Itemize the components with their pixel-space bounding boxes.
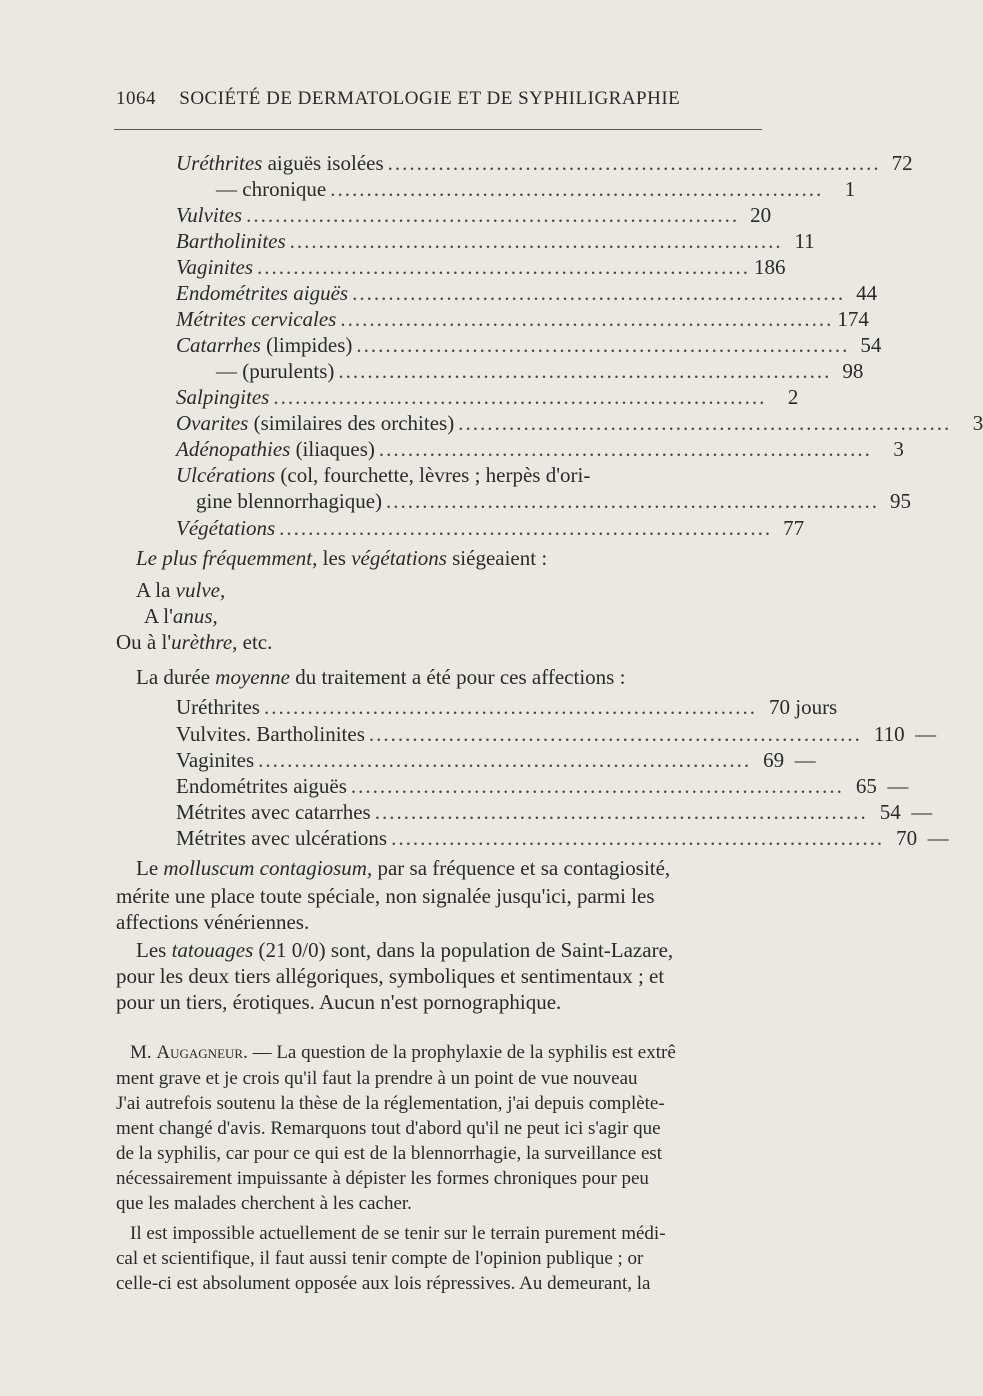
duration-value: 70 — bbox=[896, 826, 949, 850]
tatouages-line-1: Les tatouages (21 0/0) sont, dans la population de Saint-Lazare, bbox=[136, 938, 674, 962]
para2-line-1: Il est impossible actuellement de se tenir sur le terrain purement médi- bbox=[130, 1223, 666, 1244]
duration-value: 54 — bbox=[879, 800, 933, 824]
duration-row bbox=[176, 695, 838, 725]
speaker-name: Augagneur. bbox=[156, 1042, 248, 1063]
duration-row bbox=[176, 826, 949, 856]
case-count: 11 bbox=[794, 229, 815, 253]
dot-leader: .................................................................... bbox=[257, 255, 750, 279]
dot-leader: .................................................................... bbox=[368, 722, 862, 746]
dot-leader: .................................................................... bbox=[273, 385, 767, 409]
para2-line-3: celle-ci est absolument opposée aux lois répressives. Au demeurant, la bbox=[116, 1273, 651, 1294]
disease-label: — (purulents) bbox=[216, 359, 335, 383]
running-title: SOCIÉTÉ DE DERMATOLOGIE ET DE SYPHILIGRAPHIE bbox=[179, 88, 681, 109]
disease-label: — chronique bbox=[216, 177, 327, 201]
dot-leader: .................................................................... bbox=[458, 411, 952, 435]
case-count: 98 bbox=[842, 359, 864, 383]
disease-label: Catarrhes (limpides) bbox=[176, 333, 353, 357]
dot-leader: .................................................................... bbox=[289, 229, 783, 253]
duration-value: 110 — bbox=[873, 722, 937, 746]
case-count: 186 bbox=[754, 255, 786, 279]
dot-leader: .................................................................... bbox=[263, 695, 757, 719]
molluscum-line-3: affections vénériennes. bbox=[116, 910, 310, 934]
dot-leader: .................................................................... bbox=[279, 516, 773, 540]
case-count: 2 bbox=[787, 385, 799, 409]
dot-leader: .................................................................... bbox=[386, 489, 880, 513]
frequent-sentence: Le plus fréquemment, les végétations siégeaient : bbox=[136, 546, 548, 570]
dot-leader: .................................................................... bbox=[378, 437, 872, 461]
molluscum-line-1: Le molluscum contagiosum, par sa fréquence et sa contagiosité, bbox=[136, 856, 671, 880]
augagneur-line-3: J'ai autrefois soutenu la thèse de la réglementation, j'ai depuis complète- bbox=[116, 1093, 665, 1114]
disease-label: Ovarites (similaires des orchites) bbox=[176, 411, 455, 435]
duration-label: Uréthrites bbox=[176, 695, 260, 719]
case-count: 44 bbox=[856, 281, 878, 305]
disease-label: Uréthrites aiguës isolées bbox=[176, 151, 384, 175]
dot-leader: .................................................................... bbox=[246, 203, 740, 227]
case-count: 3 bbox=[893, 437, 904, 461]
location-anus: A l'anus, bbox=[144, 604, 218, 628]
duration-label: Métrites avec ulcérations bbox=[176, 826, 388, 850]
location-vulve: A la vulve, bbox=[136, 578, 226, 602]
vegetations-row: Végétations .................................................................... 77 bbox=[176, 516, 805, 540]
case-count: 3 bbox=[972, 411, 983, 435]
dot-leader: .................................................................... bbox=[391, 826, 885, 850]
ulcerations-line-2: gine blennorrhagique) .................................................................... 95 bbox=[196, 489, 912, 513]
duration-intro: La durée moyenne du traitement a été pour ces affections : bbox=[136, 665, 626, 689]
disease-label: Bartholinites bbox=[176, 229, 286, 253]
dot-leader: .................................................................... bbox=[387, 151, 881, 175]
duration-label: Vulvites. Bartholinites bbox=[176, 722, 365, 746]
case-count: 1 bbox=[844, 177, 856, 201]
duration-label: Vaginites bbox=[176, 748, 255, 772]
ulcerations-line-1: Ulcérations (col, fourchette, lèvres ; herpès d'ori- bbox=[176, 463, 591, 487]
disease-label: Salpingites bbox=[176, 385, 270, 409]
dot-leader: .................................................................... bbox=[352, 281, 846, 305]
case-count: 174 bbox=[837, 307, 869, 331]
augagneur-line-5: de la syphilis, car pour ce qui est de la blennorrhagie, la surveillance est bbox=[116, 1143, 663, 1164]
disease-label: Métrites cervicales bbox=[176, 307, 337, 331]
dot-leader: .................................................................... bbox=[330, 177, 824, 201]
disease-label: Vaginites bbox=[176, 255, 253, 279]
running-header bbox=[116, 88, 700, 110]
para2-line-2: cal et scientifique, il faut aussi tenir compte de l'opinion publique ; or bbox=[116, 1248, 644, 1269]
header-rule bbox=[114, 129, 762, 130]
tatouages-line-2: pour les deux tiers allégoriques, symboliques et sentimentaux ; et bbox=[116, 964, 665, 988]
dot-leader: .................................................................... bbox=[258, 748, 752, 772]
disease-label: Vulvites bbox=[176, 203, 243, 227]
dot-leader: .................................................................... bbox=[350, 774, 844, 798]
duration-value: 70 jours bbox=[768, 695, 838, 719]
molluscum-line-2: mérite une place toute spéciale, non signalée jusqu'ici, parmi les bbox=[116, 884, 655, 908]
case-count: 20 bbox=[750, 203, 772, 227]
dot-leader: .................................................................... bbox=[356, 333, 850, 357]
duration-label: Endométrites aiguës bbox=[176, 774, 347, 798]
dot-leader: .................................................................... bbox=[338, 359, 832, 383]
augagneur-line-2: ment grave et je crois qu'il faut la prendre à un point de vue nouveau bbox=[116, 1068, 638, 1089]
augagneur-line-4: ment changé d'avis. Remarquons tout d'abord qu'il ne peut ici s'agir que bbox=[116, 1118, 661, 1139]
dot-leader: .................................................................... bbox=[374, 800, 868, 824]
location-urethre: Ou à l'urèthre, etc. bbox=[116, 630, 273, 654]
page-number: 1064 bbox=[116, 88, 156, 109]
duration-label: Métrites avec catarrhes bbox=[176, 800, 371, 824]
duration-value: 69 — bbox=[763, 748, 816, 772]
tatouages-line-3: pour un tiers, érotiques. Aucun n'est pornographique. bbox=[116, 990, 562, 1014]
duration-value: 65 — bbox=[855, 774, 909, 798]
disease-label: Adénopathies (iliaques) bbox=[176, 437, 375, 461]
disease-label: Endométrites aiguës bbox=[176, 281, 349, 305]
augagneur-line-1: M. Augagneur. — La question de la prophylaxie de la syphilis est extrê bbox=[130, 1042, 676, 1063]
dot-leader: .................................................................... bbox=[340, 307, 834, 331]
case-count: 54 bbox=[860, 333, 882, 357]
augagneur-line-7: que les malades cherchent à les cacher. bbox=[116, 1193, 412, 1214]
augagneur-line-6: nécessairement impuissante à dépister les formes chroniques pour peu bbox=[116, 1168, 649, 1189]
case-count: 72 bbox=[891, 151, 913, 175]
